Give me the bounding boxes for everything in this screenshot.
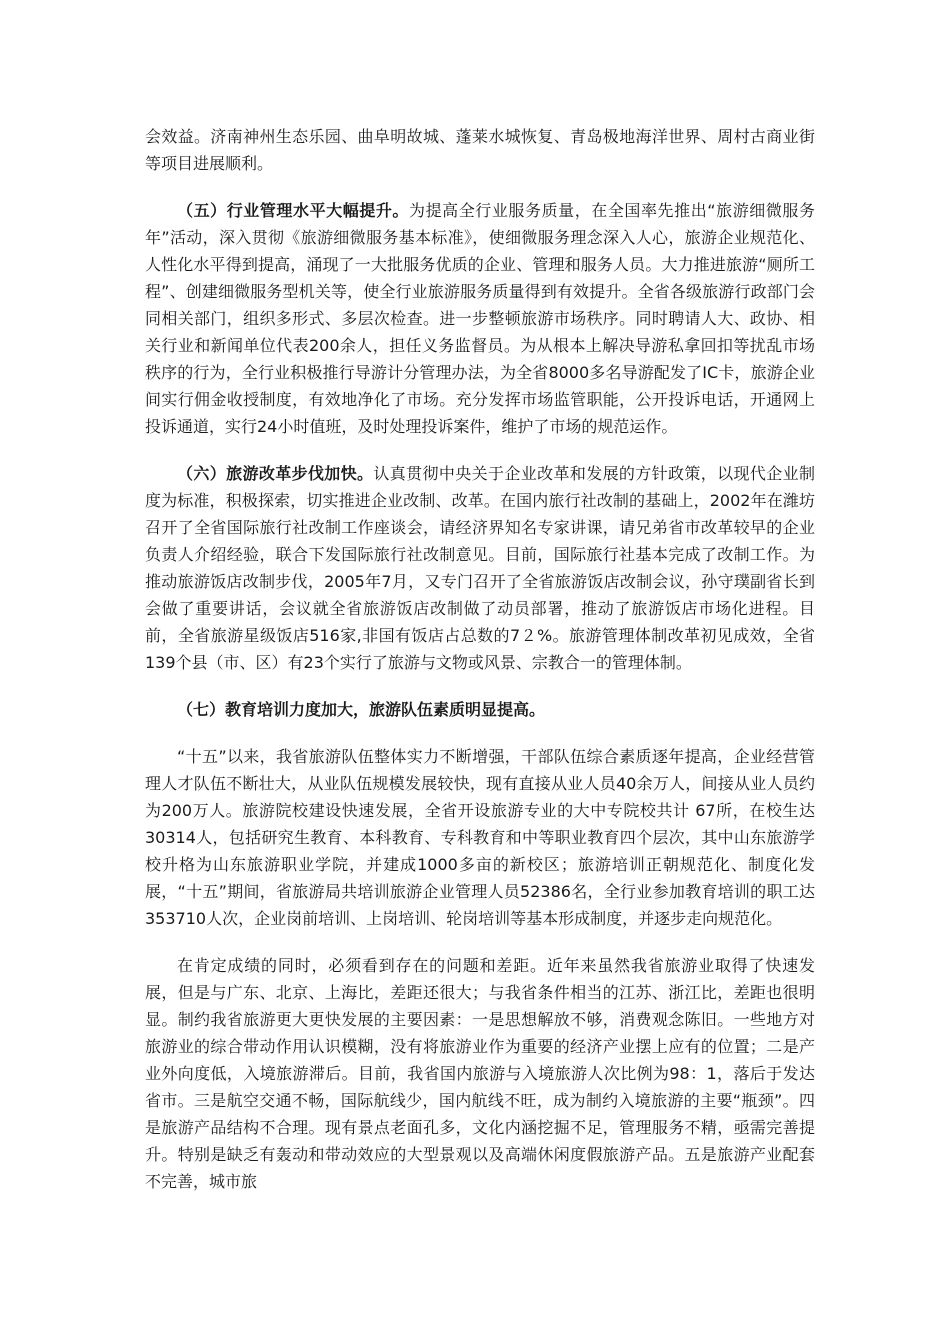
paragraph-text: 为提高全行业服务质量，在全国率先推出“旅游细微服务年”活动，深入贯彻《旅游细微服务基本标准》，使细微服务理念深入人心，旅游企业规范化、人性化水平得到提高，涌现了一大批服务优质的企业、管理和服务人员。大力推进旅游“厕所工程”、创建细微服务型机关等，使全行业旅游服务质量得到有效提升。全省各级旅游行政部门会同相关部门，组织多形式、多层次检查。进一步整顿旅游市场秩序。同时聘请人大、政协、相关行业和新闻单位代表200余人，担任义务监督员。为从根本上解决导游私拿回扣等扰乱市场秩序的行为，全行业积极推行导游计分管理办法，为全省8000多名导游配发了IC卡，旅游企业间实行佣金收授制度，有效地净化了市场。充分发挥市场监管职能，公开投诉电话，开通网上投诉通道，实行24小时值班，及时处理投诉案件，维护了市场的规范运作。	[145, 201, 815, 436]
paragraph-workforce	[145, 743, 815, 932]
paragraph-text: 在肯定成绩的同时，必须看到存在的问题和差距。近年来虽然我省旅游业取得了快速发展，但是与广东、北京、上海比，差距还很大；与我省条件相当的江苏、浙江比，差距也很明显。制约我省旅游更大更快发展的主要因素：一是思想解放不够，消费观念陈旧。一些地方对旅游业的综合带动作用认识模糊，没有将旅游业作为重要的经济产业摆上应有的位置；二是产业外向度低，入境旅游滞后。目前，我省国内旅游与入境旅游人次比例为98：1，落后于发达省市。三是航空交通不畅，国际航线少，国内航线不旺，成为制约入境旅游的主要“瓶颈”。四是旅游产品结构不合理。现有景点老面孔多，文化内涵挖掘不足，管理服务不精，亟需完善提升。特别是缺乏有轰动和带动效应的大型景观以及高端休闲度假旅游产品。五是旅游产业配套不完善，城市旅	[145, 956, 815, 1191]
paragraph-text: “十五”以来，我省旅游队伍整体实力不断增强，干部队伍综合素质逐年提高，企业经营管理人才队伍不断壮大，从业队伍规模发展较快，现有直接从业人员40余万人，间接从业人员约为200万人。旅游院校建设快速发展，全省开设旅游专业的大中专院校共计 67所，在校生达 30314人，包括研究生教育、本科教育、专科教育和中等职业教育四个层次，其中山东旅游学校升格为山东旅游职业学院，并建成1000多亩的新校区；旅游培训正朝规范化、制度化发展，“十五”期间，省旅游局共培训旅游企业管理人员52386名，全行业参加教育培训的职工达353710人次，企业岗前培训、上岗培训、轮岗培训等基本形成制度，并逐步走向规范化。	[145, 747, 815, 928]
paragraph-education-heading	[145, 696, 815, 723]
paragraph-tourism-reform	[145, 460, 815, 676]
paragraph-problems	[145, 952, 815, 1195]
paragraph-text: 会效益。济南神州生态乐园、曲阜明故城、蓬莱水城恢复、青岛极地海洋世界、周村古商业街等项目进展顺利。	[145, 127, 815, 173]
section-heading-5: （五）行业管理水平大幅提升。	[177, 201, 409, 220]
paragraph-text: 认真贯彻中央关于企业改革和发展的方针政策，以现代企业制度为标准，积极探索，切实推进企业改制、改革。在国内旅行社改制的基础上，2002年在潍坊召开了全省国际旅行社改制工作座谈会，请经济界知名专家讲课，请兄弟省市改革较早的企业负责人介绍经验，联合下发国际旅行社改制意见。目前，国际旅行社基本完成了改制工作。为推动旅游饭店改制步伐，2005年7月，又专门召开了全省旅游饭店改制会议，孙守璞副省长到会做了重要讲话，会议就全省旅游饭店改制做了动员部署，推动了旅游饭店市场化进程。目前，全省旅游星级饭店516家,非国有饭店占总数的7２%。旅游管理体制改革初见成效，全省139个县（市、区）有23个实行了旅游与文物或风景、宗教合一的管理体制。	[145, 464, 815, 672]
paragraph-industry-management	[145, 197, 815, 440]
section-heading-6: （六）旅游改革步伐加快。	[177, 464, 374, 483]
section-heading-7: （七）教育培训力度加大，旅游队伍素质明显提高。	[177, 700, 546, 719]
paragraph-project-progress	[145, 123, 815, 177]
document-body	[145, 123, 815, 1215]
